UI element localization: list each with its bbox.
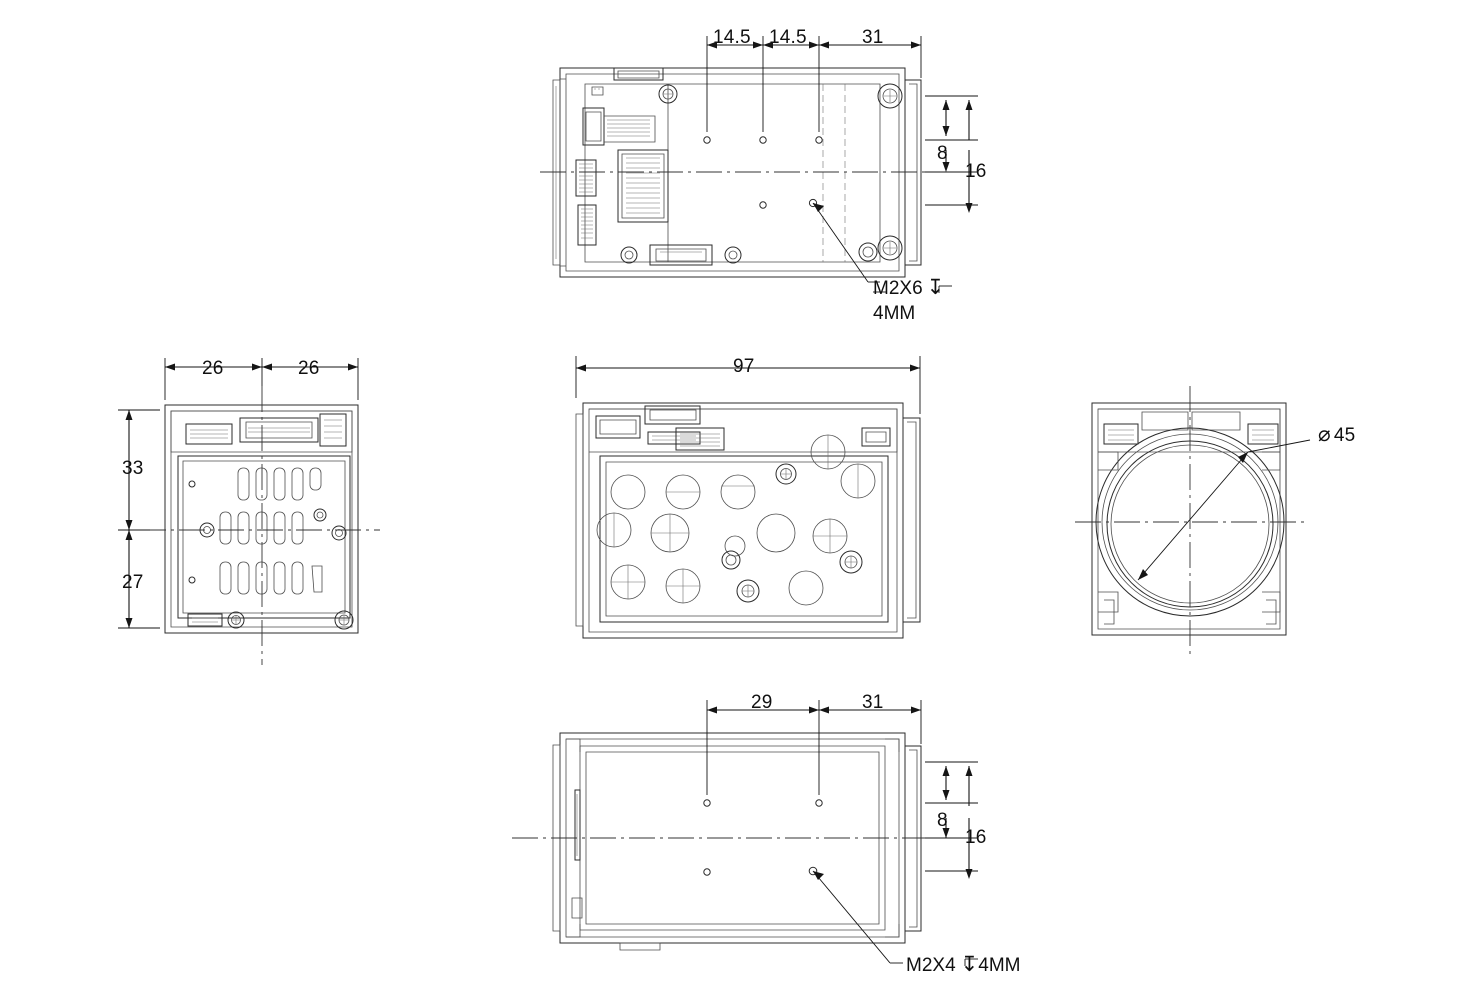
dim-top-horiz-2: 14.5	[769, 27, 807, 48]
dim-rear-horiz-1: 26	[202, 358, 224, 379]
dim-top-horiz-1: 14.5	[713, 27, 751, 48]
dim-rear-vert-2: 27	[122, 572, 144, 593]
bottom-view-geometry	[576, 403, 920, 638]
note-top-m2x6-line2: 4MM	[873, 302, 916, 324]
note-side-m2x4	[906, 952, 1020, 979]
dim-front-diameter	[1318, 422, 1355, 447]
note-top-m2x6-line1: M2X6	[873, 278, 923, 299]
front-view-dimensions	[1138, 440, 1310, 580]
dim-bottom-overall-width: 97	[733, 356, 755, 377]
dim-side-horiz-1: 29	[751, 692, 773, 713]
note-side-depth-value: 4MM	[978, 955, 1021, 976]
side-view-geometry	[512, 733, 935, 950]
dim-top-horiz-3: 31	[862, 27, 884, 48]
note-side-m2x4-text: M2X4	[906, 955, 956, 976]
diameter-symbol: ⌀	[1318, 423, 1331, 446]
diameter-value: 45	[1333, 425, 1356, 446]
rear-view-geometry	[140, 386, 380, 665]
dim-rear-vert-1: 33	[122, 458, 144, 479]
dim-side-vert-2: 16	[965, 827, 987, 848]
dim-side-horiz-2: 31	[862, 692, 884, 713]
dim-top-vert-2: 16	[965, 161, 987, 182]
note-side-depth-symbol: ↧	[960, 953, 979, 976]
note-top-depth-symbol: ↧	[926, 276, 945, 299]
side-view-dimensions	[707, 700, 978, 966]
note-top-m2x6	[873, 275, 944, 326]
front-view-geometry	[1075, 386, 1305, 655]
top-view-geometry	[540, 68, 935, 277]
dim-rear-horiz-2: 26	[298, 358, 320, 379]
dim-top-vert-1: 8	[937, 143, 948, 164]
dim-side-vert-1: 8	[937, 810, 948, 831]
